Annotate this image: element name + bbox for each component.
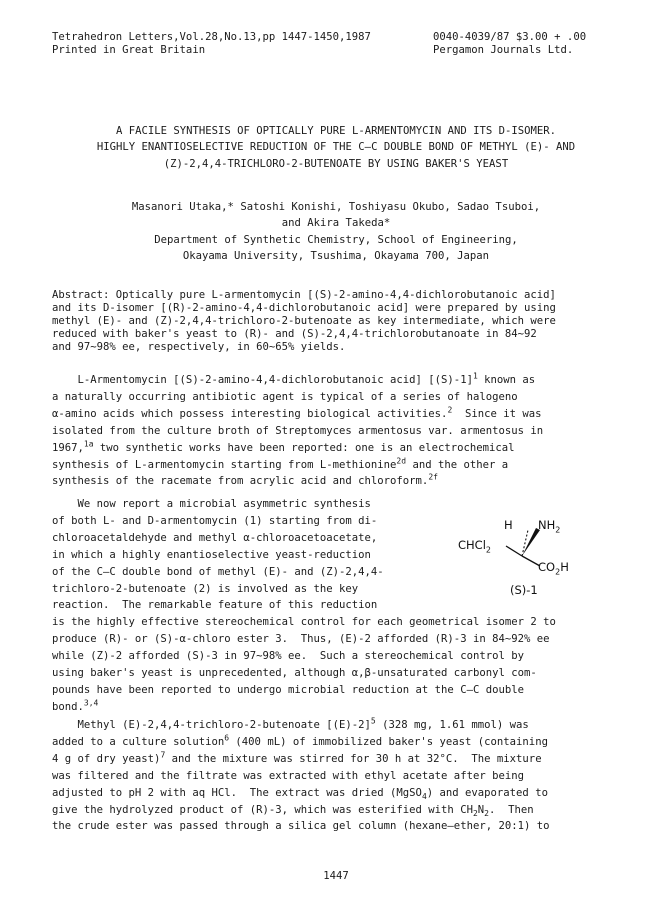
affiliation-line-2: Okayama University, Tsushima, Okayama 700, Japan — [182, 250, 490, 263]
body-line: give the hydrolyzed product of (R)-3, which was esterified with $CH_2N_2$. Then — [52, 803, 534, 818]
body-line: using baker's yeast is unprecedented, although α,β-unsaturated carbonyl com- — [52, 666, 537, 679]
bond-wedge — [522, 528, 540, 556]
authors-line-1: Masanori Utaka,* Satoshi Konishi, Toshiyasu Okubo, Sadao Tsuboi, — [131, 201, 541, 213]
bond-left — [506, 546, 522, 556]
journal-citation: Tetrahedron Letters,Vol.28,No.13,pp 1447-1450,1987 — [52, 31, 371, 43]
structure-s-1 — [458, 518, 588, 596]
body-line: chloroacetaldehyde and methyl α-chloroacetoacetate, — [52, 531, 378, 544]
paragraph-experimental — [52, 717, 624, 835]
printed-in: Printed in Great Britain — [52, 44, 206, 56]
body-line: adjusted to pH 2 with aq HCl. The extract was dried (MgSO$_4$) and evaporated to — [52, 786, 548, 801]
amino-label: $NH_2$ — [538, 518, 561, 535]
dichloromethyl-label: CHCl$_2$ — [458, 538, 491, 555]
body-line: in which a highly enantioselective yeast-reduction — [52, 548, 371, 561]
body-line: We now report a microbial asymmetric synthesis — [52, 498, 371, 510]
body-line: is the highly effective stereochemical control for each geometrical isomer 2 to — [52, 616, 556, 628]
abstract-line: Abstract: Optically pure L-armentomycin [(S)-2-amino-4,4-dichlorobutanoic acid] — [52, 289, 556, 301]
title-line-3: (Z)-2,4,4-TRICHLORO-2-BUTENOATE BY USING BAKER'S YEAST — [163, 157, 509, 170]
title-line-2: HIGHLY ENANTIOSELECTIVE REDUCTION OF THE C—C DOUBLE BOND OF METHYL (E)- AND — [96, 141, 576, 154]
abstract-line: methyl (E)- and (Z)-2,4,4-trichloro-2-butenoate as key intermediate, which were — [52, 315, 556, 327]
hydrogen-label: H — [504, 518, 513, 532]
body-line: synthesis of L-armentomycin starting from L-methionine$^{2d}$ and the other a — [52, 456, 509, 471]
page-number: 1447 — [323, 870, 349, 882]
body-line: of the C—C double bond of methyl (E)- and (Z)-2,4,4- — [52, 565, 384, 578]
body-line: bond.$^{3,4}$ — [52, 698, 99, 713]
body-line: produce (R)- or (S)-α-chloro ester 3. Thus, (E)-2 afforded (R)-3 in 84~92% ee — [52, 632, 550, 645]
title-line-1: A FACILE SYNTHESIS OF OPTICALLY PURE L-ARMENTOMYCIN AND ITS D-ISOMER. — [115, 125, 557, 137]
body-line: reaction. The remarkable feature of this reduction — [52, 599, 378, 612]
body-line: L-Armentomycin [(S)-2-amino-4,4-dichlorobutanoic acid] $[(S)-1]^1$ known as — [52, 371, 536, 386]
body-line: a naturally occurring antibiotic agent is typical of a series of halogeno — [52, 390, 518, 403]
body-line: added to a culture solution$^6$ (400 mL) of immobilized baker's yeast (containing — [52, 733, 548, 748]
abstract-line: and 97~98% ee, respectively, in 60~65% yields. — [52, 341, 346, 353]
authors — [40, 199, 632, 265]
carboxyl-label: $CO_2H$ — [538, 560, 569, 577]
body-line: 1967,$^{1a}$ two synthetic works have been reported: one is an electrochemical — [52, 439, 515, 454]
price-code: 0040-4039/87 $3.00 + .00 — [433, 31, 587, 43]
abstract-line: and its D-isomer [(R)-2-amino-4,4-dichlorobutanoic acid] were prepared by using — [52, 302, 556, 314]
compound-label: (S)-1 — [510, 583, 538, 597]
bond-hash — [522, 530, 528, 556]
body-line: was filtered and the filtrate was extracted with ethyl acetate after being — [52, 769, 524, 782]
publisher: Pergamon Journals Ltd. — [433, 44, 574, 56]
body-line: pounds have been reported to undergo microbial reduction at the C—C double — [52, 683, 524, 696]
body-line: while (Z)-2 afforded (S)-3 in 97~98% ee. Such a stereochemical control by — [52, 649, 524, 662]
body-line: trichloro-2-butenoate (2) is involved as the key — [52, 582, 359, 595]
body-line: 4 g of dry yeast)$^7$ and the mixture was stirred for 30 h at 32°C. The mixture — [52, 750, 542, 765]
body-line: Methyl (E)-2,4,4-trichloro-2-butenoate $[(E)-2]^5$ (328 mg, 1.61 mmol) was — [52, 716, 529, 731]
body-line: of both L- and D-armentomycin (1) starting from di- — [52, 514, 378, 527]
body-line: the crude ester was passed through a silica gel column (hexane—ether, 20:1) to — [52, 820, 550, 833]
affiliation-line-1: Department of Synthetic Chemistry, School of Engineering, — [154, 233, 518, 246]
abstract — [52, 289, 624, 354]
article-title — [40, 123, 632, 172]
abstract-line: reduced with baker's yeast to (R)- and (S)-2,4,4-trichlorobutanoate in 84~92 — [52, 328, 537, 340]
body-line: synthesis of the racemate from acrylic acid and chloroform.$^{2f}$ — [52, 472, 438, 488]
paragraph-report-full — [52, 614, 624, 715]
paragraph-report-narrow — [52, 496, 432, 614]
body-line: isolated from the culture broth of Streptomyces armentosus var. armentosus in — [52, 424, 544, 437]
authors-line-2: and Akira Takeda* — [281, 217, 391, 230]
paragraph-intro — [52, 372, 624, 490]
body-line: α-amino acids which possess interesting biological activities.$^2$ Since it was — [52, 405, 542, 420]
